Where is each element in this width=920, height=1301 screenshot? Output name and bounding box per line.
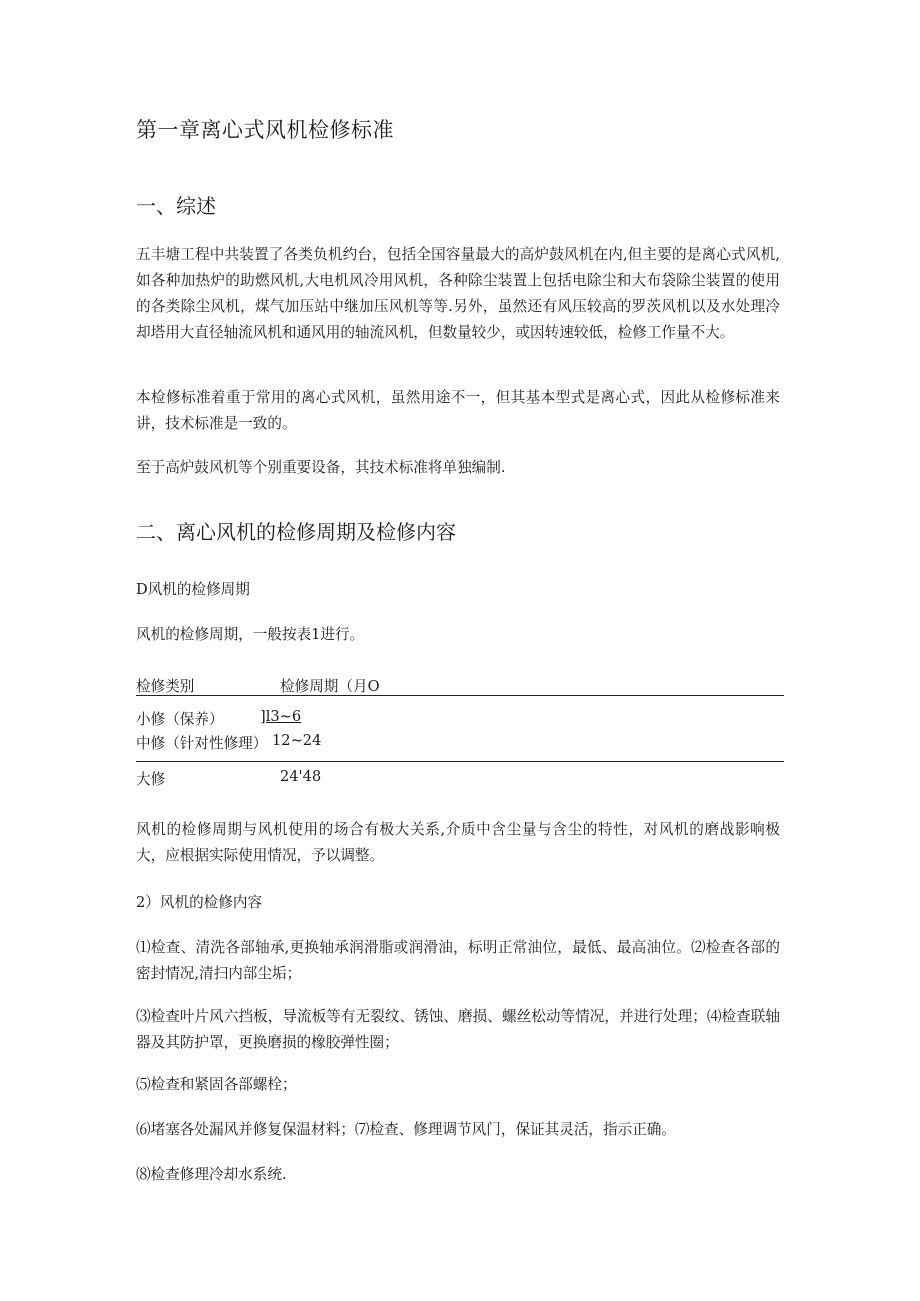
table-row-1-period: ]l3~6 xyxy=(260,708,302,725)
content-item-2: ⑶检查叶片风六挡板，导流板等有无裂纹、锈蚀、磨损、螺丝松动等情况，并进行处理；⑷检查联轴器及其防护罩，更换磨损的橡胶弹性圈； xyxy=(136,1008,780,1051)
cycle-adjust-paragraph: 风机的检修周期与风机使用的场合有极大关系,介质中含尘量与含尘的特性，对风机的磨战影响极大，应根据实际使用情况，予以调整。 xyxy=(136,821,780,864)
table-row-2-period: 12~24 xyxy=(272,732,322,749)
content-item-3: ⑸检查和紧固各部螺栓； xyxy=(136,1076,297,1093)
table-header-category: 检修类别 xyxy=(136,678,195,695)
table-row-1-category: 小修（保养） xyxy=(136,711,224,728)
chapter-title: 第一章离心式风机检修标准 xyxy=(136,118,394,142)
subheading-cycle: D风机的检修周期 xyxy=(136,581,250,598)
content-item-4: ⑹堵塞各处漏风并修复保温材料；⑺检查、修理调节风门，保证其灵活，指示正确。 xyxy=(136,1121,676,1138)
overview-paragraph-3: 至于高炉鼓风机等个别重要设备，其技术标准将单独编制. xyxy=(136,459,506,476)
table-row-3-category: 大修 xyxy=(136,771,166,788)
table-rule-middle xyxy=(136,761,784,762)
cycle-intro: 风机的检修周期，一般按表1进行。 xyxy=(136,626,365,643)
section-heading-maintenance: 二、离心风机的检修周期及检修内容 xyxy=(136,520,456,544)
content-item-5: ⑻检查修理冷却水系统. xyxy=(136,1166,287,1183)
subheading-content: 2）风机的检修内容 xyxy=(136,894,263,911)
table-rule-top xyxy=(136,695,784,696)
overview-paragraph-2: 本检修标准着重于常用的离心式风机，虽然用途不一，但其基本型式是离心式，因此从检修标准来讲，技术标准是一致的。 xyxy=(136,389,780,432)
table-row-3-period: 24'48 xyxy=(280,768,322,785)
overview-paragraph-1: 五丰塘工程中共装置了各类负机约台，包括全国容量最大的高炉鼓风机在内,但主要的是离心式风机,如各种加热炉的助燃风机,大电机风冷用风机，各种除尘装置上包括电除尘和大布袋除尘装置的使用的各类除尘风机，煤气加压站中继加压风机等等.另外，虽然还有风压较高的罗茨风机以及水处理冷却塔用大直径轴流风机和通风用的轴流风机，但数量较少，或因转速较低，检修工作量不大。 xyxy=(136,246,780,341)
table-row-2-category: 中修（针对性修理） xyxy=(136,735,268,752)
table-header-period: 检修周期（月O xyxy=(280,678,380,695)
section-heading-overview: 一、综述 xyxy=(136,194,216,218)
content-item-1: ⑴检查、清洗各部轴承,更换轴承润滑脂或润滑油，标明正常油位，最低、最高油位。⑵检查各部的密封情况,清扫内部尘垢； xyxy=(136,939,780,982)
